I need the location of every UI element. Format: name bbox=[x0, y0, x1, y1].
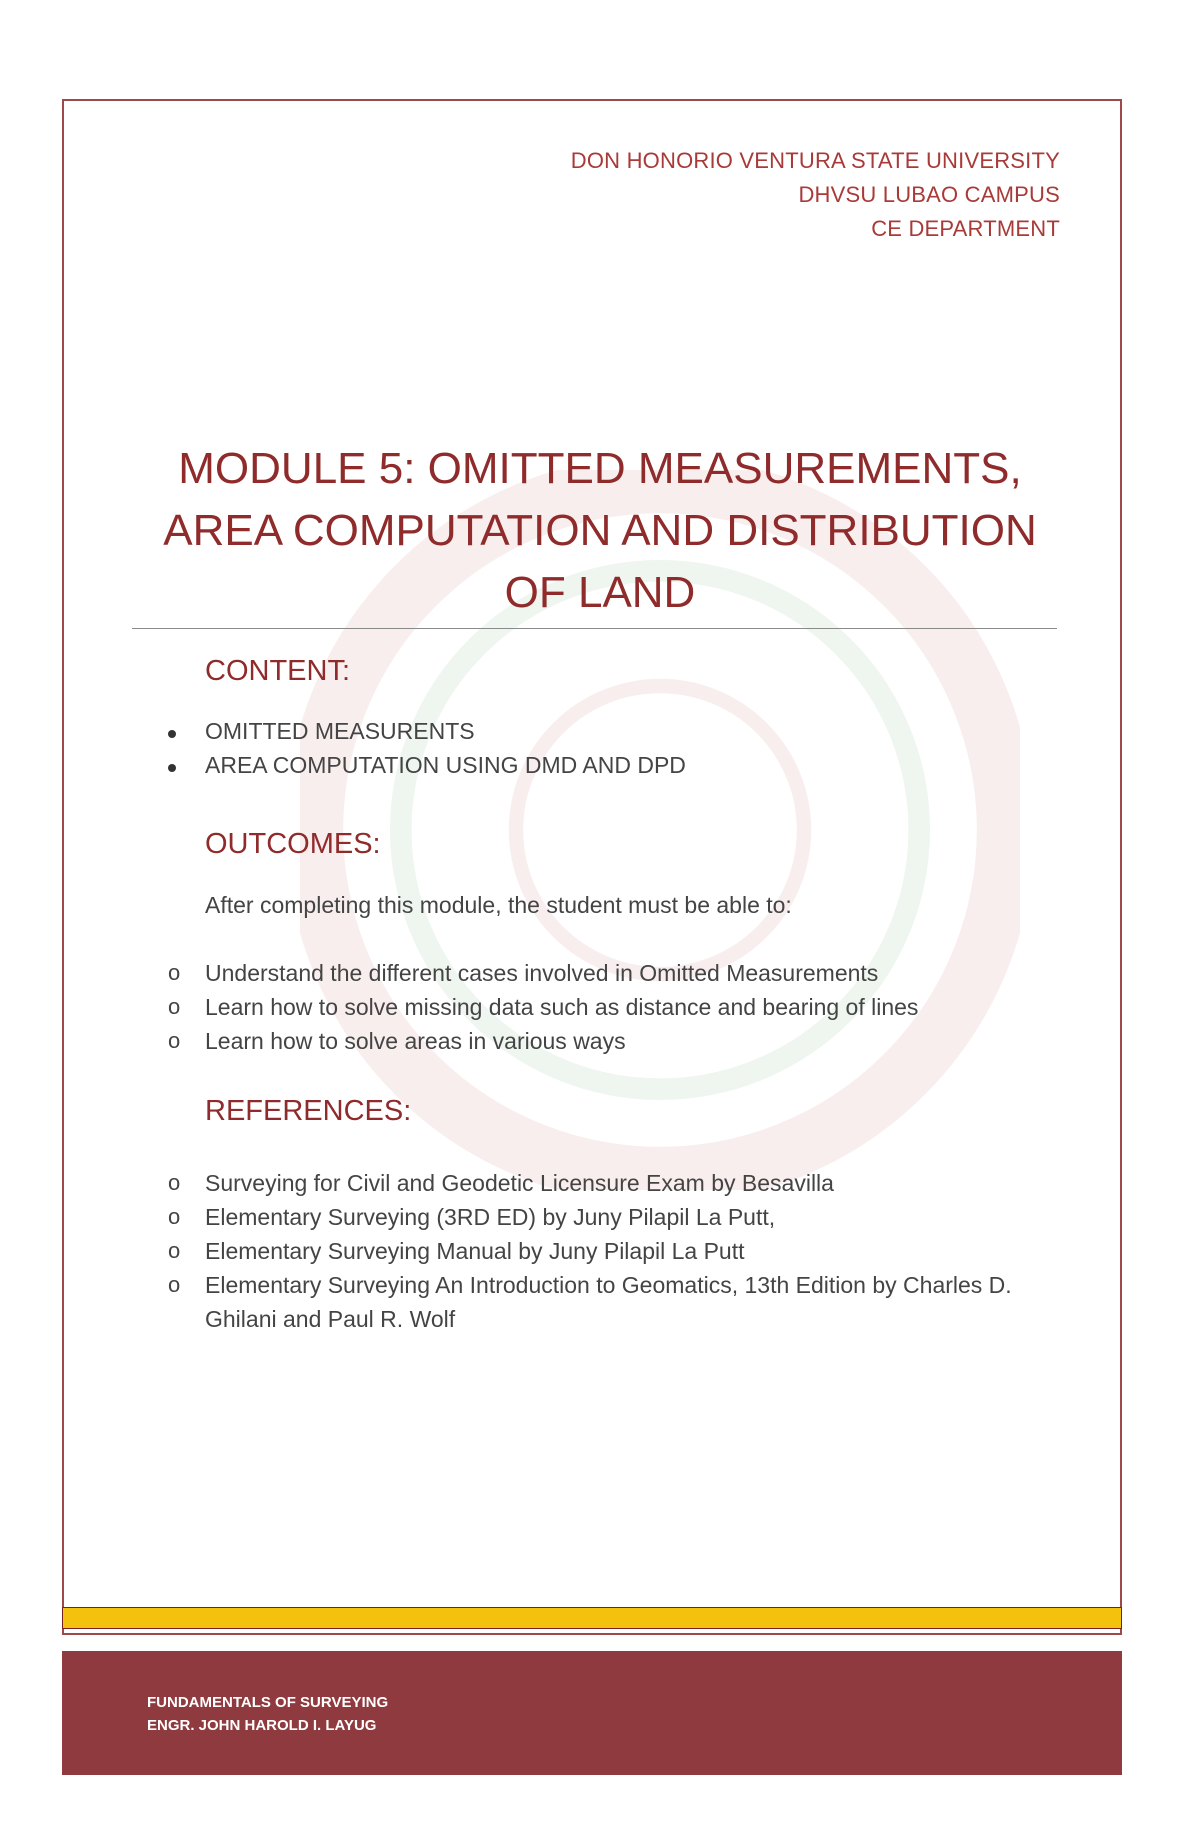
circle-bullet-icon: o bbox=[168, 994, 181, 1019]
list-item: AREA COMPUTATION USING DMD AND DPD bbox=[168, 748, 686, 782]
title-divider bbox=[132, 628, 1057, 629]
outcomes-intro: After completing this module, the student must be able to: bbox=[205, 892, 792, 918]
circle-bullet-icon: o bbox=[168, 960, 181, 985]
references-heading: REFERENCES: bbox=[205, 1095, 412, 1127]
list-item: o Elementary Surveying An Introduction to Geomatics, 13th Edition by Charles D. bbox=[168, 1268, 1012, 1302]
content-list bbox=[168, 714, 686, 782]
list-item-continuation: Ghilani and Paul R. Wolf bbox=[205, 1306, 456, 1332]
references-list bbox=[168, 1166, 1012, 1336]
list-item: o Understand the different cases involved in Omitted Measurements bbox=[168, 956, 918, 990]
list-item: o Elementary Surveying (3RD ED) by Juny Pilapil La Putt, bbox=[168, 1200, 1012, 1234]
campus-name: DHVSU LUBAO CAMPUS bbox=[798, 182, 1060, 207]
content-heading: CONTENT: bbox=[205, 655, 350, 687]
module-title-line3: OF LAND bbox=[504, 568, 696, 617]
footer-course: FUNDAMENTALS OF SURVEYING bbox=[147, 1694, 389, 1711]
circle-bullet-icon: o bbox=[168, 1238, 181, 1263]
module-title-line1: MODULE 5: OMITTED MEASUREMENTS, bbox=[178, 444, 1022, 493]
outcomes-list bbox=[168, 956, 918, 1058]
list-item: o Learn how to solve areas in various ways bbox=[168, 1024, 918, 1058]
list-item: o Learn how to solve missing data such as distance and bearing of lines bbox=[168, 990, 918, 1024]
accent-bar bbox=[62, 1607, 1122, 1629]
list-item: o Surveying for Civil and Geodetic Licensure Exam by Besavilla bbox=[168, 1166, 1012, 1200]
module-title bbox=[130, 438, 1070, 624]
page-border bbox=[62, 99, 1122, 1635]
footer-instructor: ENGR. JOHN HAROLD I. LAYUG bbox=[147, 1717, 377, 1734]
circle-bullet-icon: o bbox=[168, 1170, 181, 1195]
bullet-icon bbox=[168, 730, 176, 738]
page-footer bbox=[62, 1651, 1122, 1775]
circle-bullet-icon: o bbox=[168, 1272, 181, 1297]
module-title-line2: AREA COMPUTATION AND DISTRIBUTION bbox=[163, 506, 1037, 555]
university-header bbox=[571, 144, 1060, 246]
department-name: CE DEPARTMENT bbox=[871, 216, 1060, 241]
university-name: DON HONORIO VENTURA STATE UNIVERSITY bbox=[570, 148, 1060, 173]
circle-bullet-icon: o bbox=[168, 1204, 181, 1229]
list-item: OMITTED MEASURENTS bbox=[168, 714, 686, 748]
footer-text bbox=[147, 1691, 388, 1737]
list-item: o Elementary Surveying Manual by Juny Pilapil La Putt bbox=[168, 1234, 1012, 1268]
circle-bullet-icon: o bbox=[168, 1028, 181, 1053]
bullet-icon bbox=[168, 764, 176, 772]
outcomes-heading: OUTCOMES: bbox=[205, 828, 381, 860]
